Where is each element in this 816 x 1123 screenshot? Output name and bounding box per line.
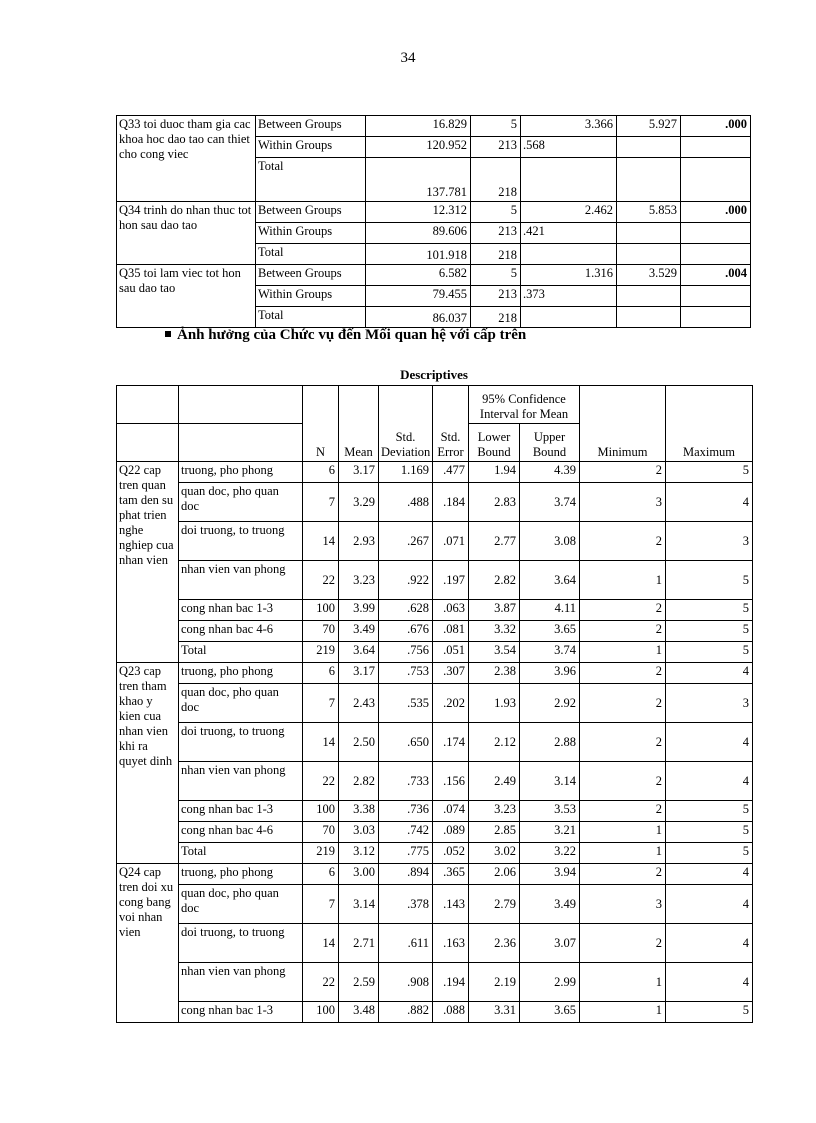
maximum-value: 4 <box>666 924 753 963</box>
mean-value: 2.50 <box>339 723 379 762</box>
minimum-value: 2 <box>580 864 666 885</box>
lower-bound-value: 3.87 <box>469 600 520 621</box>
df: 218 <box>471 307 521 328</box>
group-label: cong nhan bac 4-6 <box>179 621 303 642</box>
upper-bound-value: 3.53 <box>520 801 580 822</box>
table-row <box>117 723 753 762</box>
sum-squares: 86.037 <box>366 307 471 328</box>
table-row <box>117 762 753 801</box>
group-label: truong, pho phong <box>179 462 303 483</box>
mean-square: .373 <box>521 286 617 307</box>
header-maximum: Maximum <box>666 386 753 462</box>
group-label: doi truong, to truong <box>179 522 303 561</box>
sum-squares: 12.312 <box>366 202 471 223</box>
header-minimum: Minimum <box>580 386 666 462</box>
n-value: 6 <box>303 663 339 684</box>
std-error-value: .081 <box>433 621 469 642</box>
mean-value: 3.17 <box>339 663 379 684</box>
maximum-value: 5 <box>666 600 753 621</box>
question-label: Q23 cap tren tham khao y kien cua nhan vien khi ra quyet dinh <box>117 663 179 864</box>
table-row <box>117 963 753 1002</box>
header-n: N <box>303 386 339 462</box>
df: 213 <box>471 286 521 307</box>
std-error-value: .051 <box>433 642 469 663</box>
source-label: Total <box>256 244 366 265</box>
header-blank <box>117 386 179 424</box>
table-row <box>117 483 753 522</box>
f-value <box>617 223 681 244</box>
upper-bound-value: 3.74 <box>520 483 580 522</box>
sum-squares: 120.952 <box>366 137 471 158</box>
lower-bound-value: 2.36 <box>469 924 520 963</box>
maximum-value: 5 <box>666 561 753 600</box>
mean-value: 3.23 <box>339 561 379 600</box>
minimum-value: 2 <box>580 801 666 822</box>
source-label: Between Groups <box>256 116 366 137</box>
table-row <box>117 684 753 723</box>
mean-value: 3.14 <box>339 885 379 924</box>
n-value: 7 <box>303 483 339 522</box>
n-value: 100 <box>303 600 339 621</box>
section-heading-text: Ảnh hưởng của Chức vụ đến Mối quan hệ với cấp trên <box>177 327 527 343</box>
std-error-value: .365 <box>433 864 469 885</box>
sig-value <box>681 137 751 158</box>
group-label: nhan vien van phong <box>179 561 303 600</box>
maximum-value: 4 <box>666 723 753 762</box>
n-value: 6 <box>303 864 339 885</box>
lower-bound-value: 2.83 <box>469 483 520 522</box>
question-label: Q24 cap tren doi xu cong bang voi nhan vien <box>117 864 179 1023</box>
mean-square: .421 <box>521 223 617 244</box>
header-blank <box>117 424 179 462</box>
f-value <box>617 307 681 328</box>
std-error-value: .163 <box>433 924 469 963</box>
df: 218 <box>471 158 521 202</box>
sum-squares: 79.455 <box>366 286 471 307</box>
sig-value: .000 <box>681 116 751 137</box>
upper-bound-value: 3.65 <box>520 621 580 642</box>
std-deviation-value: .908 <box>379 963 433 1002</box>
df: 218 <box>471 244 521 265</box>
maximum-value: 4 <box>666 663 753 684</box>
lower-bound-value: 3.02 <box>469 843 520 864</box>
group-label: doi truong, to truong <box>179 924 303 963</box>
std-error-value: .307 <box>433 663 469 684</box>
mean-value: 2.82 <box>339 762 379 801</box>
header-ci: 95% Confidence Interval for Mean <box>469 386 580 424</box>
upper-bound-value: 3.64 <box>520 561 580 600</box>
source-label: Between Groups <box>256 202 366 223</box>
maximum-value: 4 <box>666 483 753 522</box>
mean-square <box>521 244 617 265</box>
anova-table <box>116 115 751 328</box>
n-value: 14 <box>303 924 339 963</box>
minimum-value: 1 <box>580 1002 666 1023</box>
std-error-value: .071 <box>433 522 469 561</box>
df: 213 <box>471 223 521 244</box>
lower-bound-value: 3.23 <box>469 801 520 822</box>
minimum-value: 2 <box>580 600 666 621</box>
maximum-value: 5 <box>666 462 753 483</box>
lower-bound-value: 2.38 <box>469 663 520 684</box>
n-value: 70 <box>303 822 339 843</box>
n-value: 70 <box>303 621 339 642</box>
n-value: 6 <box>303 462 339 483</box>
std-deviation-value: .378 <box>379 885 433 924</box>
mean-value: 3.17 <box>339 462 379 483</box>
std-deviation-value: .628 <box>379 600 433 621</box>
sum-squares: 101.918 <box>366 244 471 265</box>
n-value: 22 <box>303 963 339 1002</box>
std-deviation-value: .922 <box>379 561 433 600</box>
std-error-value: .202 <box>433 684 469 723</box>
sum-squares: 6.582 <box>366 265 471 286</box>
lower-bound-value: 2.19 <box>469 963 520 1002</box>
std-deviation-value: .882 <box>379 1002 433 1023</box>
std-error-value: .156 <box>433 762 469 801</box>
sig-value: .000 <box>681 202 751 223</box>
maximum-value: 4 <box>666 963 753 1002</box>
group-label: truong, pho phong <box>179 864 303 885</box>
f-value <box>617 158 681 202</box>
std-deviation-value: .733 <box>379 762 433 801</box>
table-row <box>117 1002 753 1023</box>
lower-bound-value: 2.79 <box>469 885 520 924</box>
mean-value: 3.38 <box>339 801 379 822</box>
question-label: Q35 toi lam viec tot hon sau dao tao <box>117 265 256 328</box>
lower-bound-value: 2.49 <box>469 762 520 801</box>
std-deviation-value: .535 <box>379 684 433 723</box>
std-deviation-value: .756 <box>379 642 433 663</box>
minimum-value: 1 <box>580 561 666 600</box>
table-row <box>117 663 753 684</box>
std-deviation-value: .753 <box>379 663 433 684</box>
std-deviation-value: .894 <box>379 864 433 885</box>
n-value: 7 <box>303 684 339 723</box>
minimum-value: 3 <box>580 483 666 522</box>
source-label: Total <box>256 307 366 328</box>
std-error-value: .174 <box>433 723 469 762</box>
lower-bound-value: 3.31 <box>469 1002 520 1023</box>
maximum-value: 5 <box>666 621 753 642</box>
group-label: cong nhan bac 1-3 <box>179 801 303 822</box>
header-mean: Mean <box>339 386 379 462</box>
n-value: 14 <box>303 723 339 762</box>
group-label: nhan vien van phong <box>179 963 303 1002</box>
upper-bound-value: 4.11 <box>520 600 580 621</box>
mean-square <box>521 307 617 328</box>
std-error-value: .197 <box>433 561 469 600</box>
source-label: Between Groups <box>256 265 366 286</box>
minimum-value: 2 <box>580 684 666 723</box>
mean-value: 3.64 <box>339 642 379 663</box>
upper-bound-value: 3.49 <box>520 885 580 924</box>
table-row <box>117 822 753 843</box>
minimum-value: 2 <box>580 462 666 483</box>
f-value: 5.927 <box>617 116 681 137</box>
lower-bound-value: 2.06 <box>469 864 520 885</box>
std-deviation-value: .650 <box>379 723 433 762</box>
group-label: quan doc, pho quan doc <box>179 885 303 924</box>
lower-bound-value: 2.12 <box>469 723 520 762</box>
std-error-value: .143 <box>433 885 469 924</box>
mean-value: 3.00 <box>339 864 379 885</box>
maximum-value: 3 <box>666 684 753 723</box>
maximum-value: 5 <box>666 843 753 864</box>
descriptives-title: Descriptives <box>400 367 468 382</box>
sig-value <box>681 244 751 265</box>
anova-row <box>117 116 751 137</box>
source-label: Within Groups <box>256 223 366 244</box>
upper-bound-value: 3.07 <box>520 924 580 963</box>
n-value: 219 <box>303 642 339 663</box>
table-row <box>117 642 753 663</box>
mean-square: 1.316 <box>521 265 617 286</box>
f-value: 5.853 <box>617 202 681 223</box>
minimum-value: 1 <box>580 642 666 663</box>
std-deviation-value: .611 <box>379 924 433 963</box>
minimum-value: 2 <box>580 663 666 684</box>
group-label: cong nhan bac 1-3 <box>179 600 303 621</box>
minimum-value: 2 <box>580 762 666 801</box>
header-blank <box>179 386 303 424</box>
n-value: 22 <box>303 762 339 801</box>
table-row <box>117 801 753 822</box>
upper-bound-value: 3.74 <box>520 642 580 663</box>
df: 213 <box>471 137 521 158</box>
mean-value: 3.99 <box>339 600 379 621</box>
group-label: nhan vien van phong <box>179 762 303 801</box>
std-error-value: .074 <box>433 801 469 822</box>
sum-squares: 137.781 <box>366 158 471 202</box>
sig-value <box>681 286 751 307</box>
f-value <box>617 244 681 265</box>
mean-value: 2.43 <box>339 684 379 723</box>
n-value: 100 <box>303 1002 339 1023</box>
sig-value <box>681 223 751 244</box>
df: 5 <box>471 202 521 223</box>
anova-row <box>117 202 751 223</box>
mean-value: 2.93 <box>339 522 379 561</box>
mean-value: 3.48 <box>339 1002 379 1023</box>
minimum-value: 2 <box>580 522 666 561</box>
table-row <box>117 843 753 864</box>
std-deviation-value: .742 <box>379 822 433 843</box>
anova-row <box>117 265 751 286</box>
group-label: quan doc, pho quan doc <box>179 483 303 522</box>
descriptives-table <box>116 385 753 1023</box>
std-deviation-value: .736 <box>379 801 433 822</box>
table-row <box>117 885 753 924</box>
maximum-value: 5 <box>666 642 753 663</box>
df: 5 <box>471 265 521 286</box>
lower-bound-value: 2.77 <box>469 522 520 561</box>
minimum-value: 1 <box>580 822 666 843</box>
mean-square: 2.462 <box>521 202 617 223</box>
maximum-value: 4 <box>666 762 753 801</box>
source-label: Within Groups <box>256 137 366 158</box>
std-deviation-value: .488 <box>379 483 433 522</box>
std-deviation-value: .267 <box>379 522 433 561</box>
lower-bound-value: 3.32 <box>469 621 520 642</box>
n-value: 22 <box>303 561 339 600</box>
header-std-deviation: Std. Deviation <box>379 386 433 462</box>
n-value: 7 <box>303 885 339 924</box>
minimum-value: 2 <box>580 723 666 762</box>
sum-squares: 16.829 <box>366 116 471 137</box>
lower-bound-value: 2.82 <box>469 561 520 600</box>
std-error-value: .088 <box>433 1002 469 1023</box>
sig-value: .004 <box>681 265 751 286</box>
group-label: cong nhan bac 4-6 <box>179 822 303 843</box>
maximum-value: 5 <box>666 801 753 822</box>
std-deviation-value: .676 <box>379 621 433 642</box>
minimum-value: 3 <box>580 885 666 924</box>
header-upper-bound: Upper Bound <box>520 424 580 462</box>
maximum-value: 3 <box>666 522 753 561</box>
upper-bound-value: 3.21 <box>520 822 580 843</box>
source-label: Within Groups <box>256 286 366 307</box>
upper-bound-value: 2.88 <box>520 723 580 762</box>
header-lower-bound: Lower Bound <box>469 424 520 462</box>
maximum-value: 5 <box>666 1002 753 1023</box>
sig-value <box>681 158 751 202</box>
minimum-value: 1 <box>580 963 666 1002</box>
maximum-value: 4 <box>666 885 753 924</box>
upper-bound-value: 3.22 <box>520 843 580 864</box>
std-deviation-value: .775 <box>379 843 433 864</box>
lower-bound-value: 3.54 <box>469 642 520 663</box>
table-row <box>117 462 753 483</box>
mean-value: 2.71 <box>339 924 379 963</box>
page-number: 34 <box>400 50 416 66</box>
minimum-value: 1 <box>580 843 666 864</box>
table-row <box>117 600 753 621</box>
lower-bound-value: 1.93 <box>469 684 520 723</box>
table-row <box>117 864 753 885</box>
source-label: Total <box>256 158 366 202</box>
mean-square <box>521 158 617 202</box>
sum-squares: 89.606 <box>366 223 471 244</box>
mean-value: 3.12 <box>339 843 379 864</box>
mean-value: 2.59 <box>339 963 379 1002</box>
f-value: 3.529 <box>617 265 681 286</box>
group-label: Total <box>179 642 303 663</box>
upper-bound-value: 2.92 <box>520 684 580 723</box>
upper-bound-value: 2.99 <box>520 963 580 1002</box>
question-label: Q34 trinh do nhan thuc tot hon sau dao tao <box>117 202 256 265</box>
df: 5 <box>471 116 521 137</box>
upper-bound-value: 3.96 <box>520 663 580 684</box>
section-heading <box>165 327 526 344</box>
lower-bound-value: 1.94 <box>469 462 520 483</box>
group-label: Total <box>179 843 303 864</box>
header-std-error: Std. Error <box>433 386 469 462</box>
bullet-icon <box>165 331 171 337</box>
minimum-value: 2 <box>580 621 666 642</box>
mean-square: .568 <box>521 137 617 158</box>
lower-bound-value: 2.85 <box>469 822 520 843</box>
maximum-value: 5 <box>666 822 753 843</box>
group-label: cong nhan bac 1-3 <box>179 1002 303 1023</box>
mean-value: 3.29 <box>339 483 379 522</box>
std-error-value: .063 <box>433 600 469 621</box>
question-label: Q22 cap tren quan tam den su phat trien nghe nghiep cua nhan vien <box>117 462 179 663</box>
mean-square: 3.366 <box>521 116 617 137</box>
table-row <box>117 522 753 561</box>
table-row <box>117 561 753 600</box>
upper-bound-value: 4.39 <box>520 462 580 483</box>
std-error-value: .477 <box>433 462 469 483</box>
sig-value <box>681 307 751 328</box>
upper-bound-value: 3.94 <box>520 864 580 885</box>
std-deviation-value: 1.169 <box>379 462 433 483</box>
table-row <box>117 924 753 963</box>
question-label: Q33 toi duoc tham gia cac khoa hoc dao tao can thiet cho cong viec <box>117 116 256 202</box>
upper-bound-value: 3.14 <box>520 762 580 801</box>
group-label: quan doc, pho quan doc <box>179 684 303 723</box>
std-error-value: .184 <box>433 483 469 522</box>
upper-bound-value: 3.08 <box>520 522 580 561</box>
group-label: truong, pho phong <box>179 663 303 684</box>
std-error-value: .089 <box>433 822 469 843</box>
header-blank <box>179 424 303 462</box>
minimum-value: 2 <box>580 924 666 963</box>
n-value: 100 <box>303 801 339 822</box>
mean-value: 3.03 <box>339 822 379 843</box>
table-row <box>117 621 753 642</box>
f-value <box>617 286 681 307</box>
n-value: 14 <box>303 522 339 561</box>
maximum-value: 4 <box>666 864 753 885</box>
mean-value: 3.49 <box>339 621 379 642</box>
f-value <box>617 137 681 158</box>
n-value: 219 <box>303 843 339 864</box>
group-label: doi truong, to truong <box>179 723 303 762</box>
std-error-value: .194 <box>433 963 469 1002</box>
std-error-value: .052 <box>433 843 469 864</box>
upper-bound-value: 3.65 <box>520 1002 580 1023</box>
